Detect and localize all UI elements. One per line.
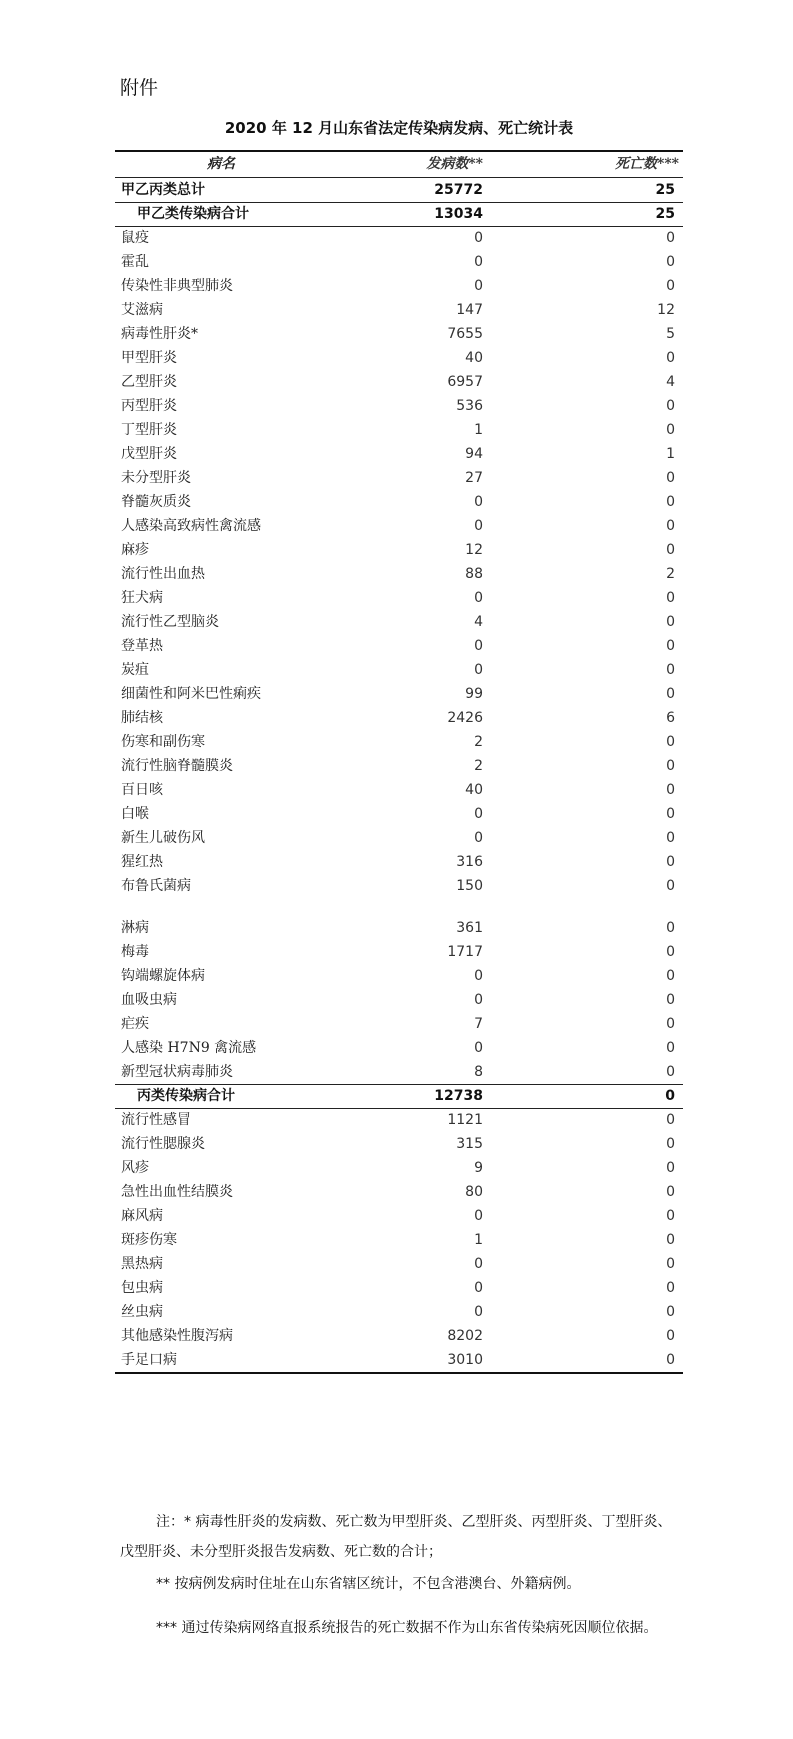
table-row (115, 1108, 683, 1132)
table-row (115, 916, 683, 940)
row-name: 病毒性肝炎* (121, 326, 198, 342)
table-row (115, 418, 683, 442)
header-cases: 发病数** (426, 156, 483, 172)
table-row (115, 562, 683, 586)
row-deaths: 0 (666, 278, 675, 294)
row-deaths: 0 (666, 854, 675, 870)
row-cases: 9 (474, 1160, 483, 1176)
row-deaths: 0 (666, 662, 675, 678)
table-row (115, 1300, 683, 1324)
table-row (115, 850, 683, 874)
table-row (115, 1132, 683, 1156)
row-name: 新生儿破伤风 (121, 830, 205, 846)
table-row (115, 634, 683, 658)
table-row (115, 250, 683, 274)
footnote-3: *** 通过传染病网络直报系统报告的死亡数据不作为山东省传染病死因顺位依据。 (156, 1620, 658, 1636)
row-cases: 3010 (447, 1352, 483, 1368)
row-cases: 1717 (447, 944, 483, 960)
row-deaths: 0 (666, 968, 675, 984)
row-name: 手足口病 (121, 1352, 177, 1368)
row-deaths: 0 (666, 254, 675, 270)
row-cases: 1121 (447, 1112, 483, 1128)
row-name: 斑疹伤寒 (121, 1232, 177, 1248)
row-name: 丁型肝炎 (121, 422, 177, 438)
table-row (115, 1204, 683, 1228)
row-deaths: 0 (666, 1328, 675, 1344)
row-deaths: 0 (666, 830, 675, 846)
row-deaths: 0 (665, 1088, 675, 1104)
row-cases: 2 (474, 734, 483, 750)
table-bottom-rule (115, 1372, 683, 1374)
row-name: 登革热 (121, 638, 163, 654)
row-cases: 8 (474, 1064, 483, 1080)
row-cases: 0 (474, 278, 483, 294)
table-row (115, 658, 683, 682)
row-cases: 0 (474, 254, 483, 270)
row-deaths: 0 (666, 1304, 675, 1320)
row-cases: 316 (456, 854, 483, 870)
row-name: 丝虫病 (121, 1304, 163, 1320)
row-deaths: 25 (655, 206, 675, 222)
row-deaths: 0 (666, 992, 675, 1008)
table-row (115, 1012, 683, 1036)
row-name: 细菌性和阿米巴性痢疾 (121, 686, 261, 702)
row-cases: 4 (474, 614, 483, 630)
row-deaths: 0 (666, 1160, 675, 1176)
row-cases: 0 (474, 638, 483, 654)
row-deaths: 0 (666, 230, 675, 246)
row-cases: 8202 (447, 1328, 483, 1344)
row-name: 黑热病 (121, 1256, 163, 1272)
row-cases: 0 (474, 1280, 483, 1296)
row-cases: 315 (456, 1136, 483, 1152)
table-title: 2020 年 12 月山东省法定传染病发病、死亡统计表 (224, 119, 574, 137)
row-deaths: 0 (666, 1280, 675, 1296)
row-name: 流行性感冒 (121, 1112, 191, 1128)
row-cases: 0 (474, 1304, 483, 1320)
table-row (115, 1348, 683, 1372)
row-name: 新型冠状病毒肺炎 (121, 1064, 233, 1080)
row-cases: 0 (474, 1256, 483, 1272)
row-cases: 0 (474, 662, 483, 678)
row-name: 未分型肝炎 (121, 470, 191, 486)
table-header (115, 151, 683, 177)
row-name: 鼠疫 (121, 230, 149, 246)
row-deaths: 25 (655, 182, 675, 198)
row-deaths: 1 (666, 446, 675, 462)
row-deaths: 0 (666, 1352, 675, 1368)
row-name: 戊型肝炎 (121, 446, 177, 462)
table-row (115, 730, 683, 754)
row-deaths: 0 (666, 470, 675, 486)
row-deaths: 0 (666, 398, 675, 414)
header-deaths: 死亡数*** (615, 156, 679, 172)
table-row (115, 514, 683, 538)
row-deaths: 0 (666, 878, 675, 894)
row-deaths: 0 (666, 1064, 675, 1080)
table-row (115, 1156, 683, 1180)
row-cases: 0 (474, 968, 483, 984)
row-cases: 12738 (434, 1088, 483, 1104)
row-name: 白喉 (121, 806, 149, 822)
row-cases: 0 (474, 830, 483, 846)
row-cases: 88 (465, 566, 483, 582)
table-row (115, 370, 683, 394)
row-deaths: 0 (666, 494, 675, 510)
row-deaths: 0 (666, 686, 675, 702)
row-deaths: 12 (657, 302, 675, 318)
table-row (115, 1228, 683, 1252)
section-rule (115, 1084, 683, 1085)
row-name: 猩红热 (121, 854, 163, 870)
row-name: 艾滋病 (121, 302, 163, 318)
row-cases: 27 (465, 470, 483, 486)
row-name: 甲乙丙类总计 (121, 182, 205, 198)
table-row (115, 874, 683, 898)
table-row (115, 802, 683, 826)
row-cases: 1 (474, 1232, 483, 1248)
row-name: 流行性出血热 (121, 566, 205, 582)
row-deaths: 0 (666, 1136, 675, 1152)
row-cases: 0 (474, 518, 483, 534)
row-cases: 536 (456, 398, 483, 414)
row-deaths: 0 (666, 734, 675, 750)
row-deaths: 0 (666, 1016, 675, 1032)
row-cases: 40 (465, 782, 483, 798)
row-name: 丙型肝炎 (121, 398, 177, 414)
row-deaths: 0 (666, 1208, 675, 1224)
table-row (115, 1084, 683, 1108)
row-name: 麻疹 (121, 542, 149, 558)
row-deaths: 0 (666, 350, 675, 366)
row-deaths: 0 (666, 1112, 675, 1128)
row-name: 狂犬病 (121, 590, 163, 606)
row-deaths: 6 (666, 710, 675, 726)
table-row (115, 490, 683, 514)
row-name: 流行性脑脊髓膜炎 (121, 758, 233, 774)
row-name: 乙型肝炎 (121, 374, 177, 390)
row-deaths: 0 (666, 758, 675, 774)
table-row (115, 274, 683, 298)
row-name: 急性出血性结膜炎 (121, 1184, 233, 1200)
row-name: 流行性腮腺炎 (121, 1136, 205, 1152)
table-row (115, 466, 683, 490)
attachment-label: 附件 (120, 77, 159, 99)
table-row (115, 538, 683, 562)
row-deaths: 5 (666, 326, 675, 342)
table-row (115, 586, 683, 610)
row-name: 脊髓灰质炎 (121, 494, 191, 510)
row-cases: 0 (474, 1208, 483, 1224)
row-name: 百日咳 (121, 782, 163, 798)
table-row (115, 682, 683, 706)
row-cases: 2426 (447, 710, 483, 726)
row-cases: 7 (474, 1016, 483, 1032)
row-cases: 99 (465, 686, 483, 702)
row-deaths: 0 (666, 422, 675, 438)
row-name: 风疹 (121, 1160, 149, 1176)
table-row (115, 346, 683, 370)
row-cases: 40 (465, 350, 483, 366)
table-row (115, 988, 683, 1012)
row-deaths: 0 (666, 1184, 675, 1200)
row-deaths: 0 (666, 1040, 675, 1056)
row-deaths: 0 (666, 782, 675, 798)
table-row (115, 754, 683, 778)
row-cases: 2 (474, 758, 483, 774)
table-row (115, 778, 683, 802)
row-cases: 6957 (447, 374, 483, 390)
row-cases: 0 (474, 992, 483, 1008)
row-name: 传染性非典型肺炎 (121, 278, 233, 294)
row-deaths: 0 (666, 638, 675, 654)
row-name: 人感染 H7N9 禽流感 (121, 1040, 257, 1056)
table-row (115, 1324, 683, 1348)
row-deaths: 0 (666, 920, 675, 936)
row-name: 麻风病 (121, 1208, 163, 1224)
row-name: 伤寒和副伤寒 (121, 734, 205, 750)
row-deaths: 0 (666, 1256, 675, 1272)
table-row (115, 1180, 683, 1204)
row-cases: 7655 (447, 326, 483, 342)
table-row (115, 826, 683, 850)
row-name: 流行性乙型脑炎 (121, 614, 219, 630)
table-row (115, 226, 683, 250)
row-name: 人感染高致病性禽流感 (121, 518, 261, 534)
table-row (115, 442, 683, 466)
table-row (115, 1060, 683, 1084)
footnote-1: 注：* 病毒性肝炎的发病数、死亡数为甲型肝炎、乙型肝炎、丙型肝炎、丁型肝炎、戊型肝炎、未分型肝炎报告发病数、死亡数的合计； (120, 1514, 672, 1560)
table-row (115, 610, 683, 634)
row-name: 炭疽 (121, 662, 149, 678)
table-row (115, 202, 683, 226)
row-deaths: 0 (666, 590, 675, 606)
row-name: 淋病 (121, 920, 149, 936)
table-row (115, 394, 683, 418)
row-name: 甲型肝炎 (121, 350, 177, 366)
row-name: 丙类传染病合计 (137, 1088, 235, 1104)
table-row (115, 178, 683, 202)
row-name: 肺结核 (121, 710, 163, 726)
row-deaths: 0 (666, 1232, 675, 1248)
row-deaths: 0 (666, 944, 675, 960)
footnotes (120, 1507, 680, 1643)
row-name: 其他感染性腹泻病 (121, 1328, 233, 1344)
row-cases: 361 (456, 920, 483, 936)
table-row (115, 706, 683, 730)
row-deaths: 0 (666, 806, 675, 822)
row-cases: 1 (474, 422, 483, 438)
row-deaths: 0 (666, 542, 675, 558)
footnote-2: ** 按病例发病时住址在山东省辖区统计，不包含港澳台、外籍病例。 (156, 1576, 581, 1592)
row-name: 疟疾 (121, 1016, 149, 1032)
table-row (115, 1036, 683, 1060)
row-name: 甲乙类传染病合计 (137, 206, 249, 222)
row-name: 霍乱 (121, 254, 149, 270)
row-name: 布鲁氏菌病 (121, 878, 191, 894)
row-cases: 0 (474, 1040, 483, 1056)
row-deaths: 4 (666, 374, 675, 390)
table-row (115, 1276, 683, 1300)
row-deaths: 0 (666, 614, 675, 630)
row-cases: 0 (474, 494, 483, 510)
row-name: 血吸虫病 (121, 992, 177, 1008)
row-cases: 13034 (434, 206, 483, 222)
row-name: 包虫病 (121, 1280, 163, 1296)
row-name: 梅毒 (121, 944, 149, 960)
header-name: 病名 (207, 156, 235, 172)
row-cases: 0 (474, 230, 483, 246)
row-cases: 150 (456, 878, 483, 894)
table-row (115, 298, 683, 322)
row-cases: 147 (456, 302, 483, 318)
row-cases: 80 (465, 1184, 483, 1200)
table-row (115, 940, 683, 964)
row-deaths: 2 (666, 566, 675, 582)
table-row (115, 1252, 683, 1276)
row-name: 钩端螺旋体病 (121, 968, 205, 984)
row-cases: 0 (474, 590, 483, 606)
row-cases: 12 (465, 542, 483, 558)
row-deaths: 0 (666, 518, 675, 534)
table-row (115, 322, 683, 346)
table-row (115, 964, 683, 988)
row-cases: 94 (465, 446, 483, 462)
row-cases: 0 (474, 806, 483, 822)
row-cases: 25772 (434, 182, 483, 198)
